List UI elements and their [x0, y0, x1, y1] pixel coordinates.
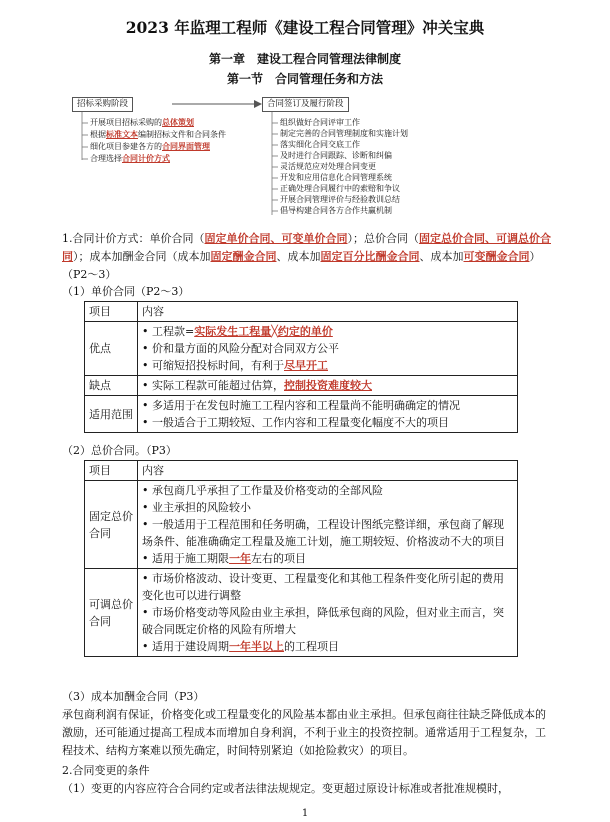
document-title: 2023 年监理工程师《建设工程合同管理》冲关宝典 — [125, 18, 485, 37]
row-content: • 实际工程款可能超过估算，控制投资难度较大 — [138, 376, 518, 396]
row-label: 缺点 — [85, 376, 138, 396]
table-row — [85, 481, 518, 569]
table-header-cell: 内容 — [138, 461, 518, 481]
bullet-line: • 适用于建设周期一年半以上的工程项目 — [142, 640, 339, 653]
table-row — [85, 396, 518, 433]
bullet-line: • 市场价格波动、设计变更、工程量变化和其他工程条件变化所引起的费用变化也可以进行调整 — [142, 572, 504, 602]
bullet-line: • 价和量方面的风险分配对合同双方公平 — [142, 342, 339, 355]
row-label: 优点 — [85, 322, 138, 376]
bullet-line: • 业主承担的风险较小 — [142, 501, 251, 514]
phase-box-execution: 合同签订及履行阶段 — [262, 97, 349, 112]
right-item: 组织做好合同评审工作 — [280, 118, 360, 127]
table-row — [85, 302, 518, 322]
left-item: 根据标准文本编制招标文件和合同条件 — [90, 130, 226, 139]
cost-plus-heading: （3）成本加酬金合同（P3） — [62, 690, 205, 703]
pricing-methods-paragraph: 1.合同计价方式：单价合同（固定单价合同、可变单价合同）；总价合同（固定总价合同、可调总价合同）；成本加酬金合同（成本加固定酬金合同、成本加固定百分比酬金合同、成本加可变酬金合同）（P2～3） — [62, 232, 551, 281]
row-content — [138, 481, 518, 569]
contract-change-body: （1）变更的内容应符合合同约定或者法律法规规定。变更超过原设计标准或者批准规模时， — [62, 782, 509, 795]
contract-management-diagram — [62, 96, 532, 226]
row-label: 固定总价合同 — [85, 481, 138, 569]
right-item: 开展合同管理评价与经验教训总结 — [280, 195, 400, 204]
table-row — [85, 322, 518, 376]
page-number: 1 — [301, 808, 309, 819]
table-row — [85, 461, 518, 481]
bullet-line: • 一般适用于工程范围和任务明确，工程设计图纸完整详细，承包商了解现场条件、能准确确定工程量及施工计划，施工期较短、价格波动不大的项目 — [142, 518, 505, 548]
unit-price-heading: （1）单价合同（P2～3） — [62, 285, 190, 298]
left-item: 开展项目招标采购的总体策划 — [90, 118, 194, 127]
row-label: 可调总价合同 — [85, 569, 138, 657]
row-content — [138, 396, 518, 433]
left-item: 细化项目参建各方的合同界面管理 — [90, 142, 210, 151]
table-row — [85, 376, 518, 396]
lump-sum-table — [84, 460, 518, 657]
row-content — [138, 322, 518, 376]
table-row — [85, 569, 518, 657]
table-header-cell: 项目 — [85, 302, 138, 322]
lump-sum-heading: （2）总价合同。（P3） — [62, 444, 177, 457]
unit-price-table — [84, 301, 518, 433]
contract-change-heading: 2.合同变更的条件 — [62, 764, 150, 777]
cost-plus-body: 承包商利润有保证，价格变化或工程量变化的风险基本都由业主承担。但承包商往往缺乏降低成本的激励，还可能通过提高工程成本而增加自身利润，不利于业主的投资控制。通常适用于工程复杂，工程技术、结构方案难以预先确定，时间特别紧迫（如抢险救灾）的项目。 — [62, 708, 546, 757]
phase-box-procurement: 招标采购阶段 — [72, 97, 133, 112]
bullet-line: • 适用于施工期限一年左右的项目 — [142, 552, 306, 565]
row-label: 适用范围 — [85, 396, 138, 433]
right-item: 制定完善的合同管理制度和实施计划 — [280, 129, 408, 138]
row-content — [138, 569, 518, 657]
section-heading: 第一节 合同管理任务和方法 — [226, 72, 383, 86]
bullet-line: • 工程款=实际发生工程量╳约定的单价 — [142, 325, 333, 338]
right-item: 灵活规范应对处理合同变更 — [280, 162, 376, 171]
table-header-cell: 项目 — [85, 461, 138, 481]
chapter-heading: 第一章 建设工程合同管理法律制度 — [208, 52, 401, 66]
right-item: 落实细化合同交底工作 — [280, 140, 360, 149]
right-item: 倡导构建合同各方合作共赢机制 — [280, 206, 392, 215]
right-item: 及时进行合同跟踪、诊断和纠偏 — [280, 151, 392, 160]
table-header-cell: 内容 — [138, 302, 518, 322]
right-item: 正确处理合同履行中的索赔和争议 — [280, 184, 400, 193]
bullet-line: • 一般适合于工期较短、工作内容和工程量变化幅度不大的项目 — [142, 416, 449, 429]
bullet-line: • 多适用于在发包时施工工程内容和工程量尚不能明确确定的情况 — [142, 399, 460, 412]
right-item: 开发和应用信息化合同管理系统 — [280, 173, 392, 182]
bullet-line: • 可缩短招投标时间，有利于尽早开工 — [142, 359, 328, 372]
bullet-line: • 市场价格变动等风险由业主承担，降低承包商的风险，但对业主而言，突破合同既定价格的风险有所增大 — [142, 606, 504, 636]
bullet-line: • 承包商几乎承担了工作量及价格变动的全部风险 — [142, 484, 383, 497]
left-item: 合理选择合同计价方式 — [90, 154, 170, 163]
